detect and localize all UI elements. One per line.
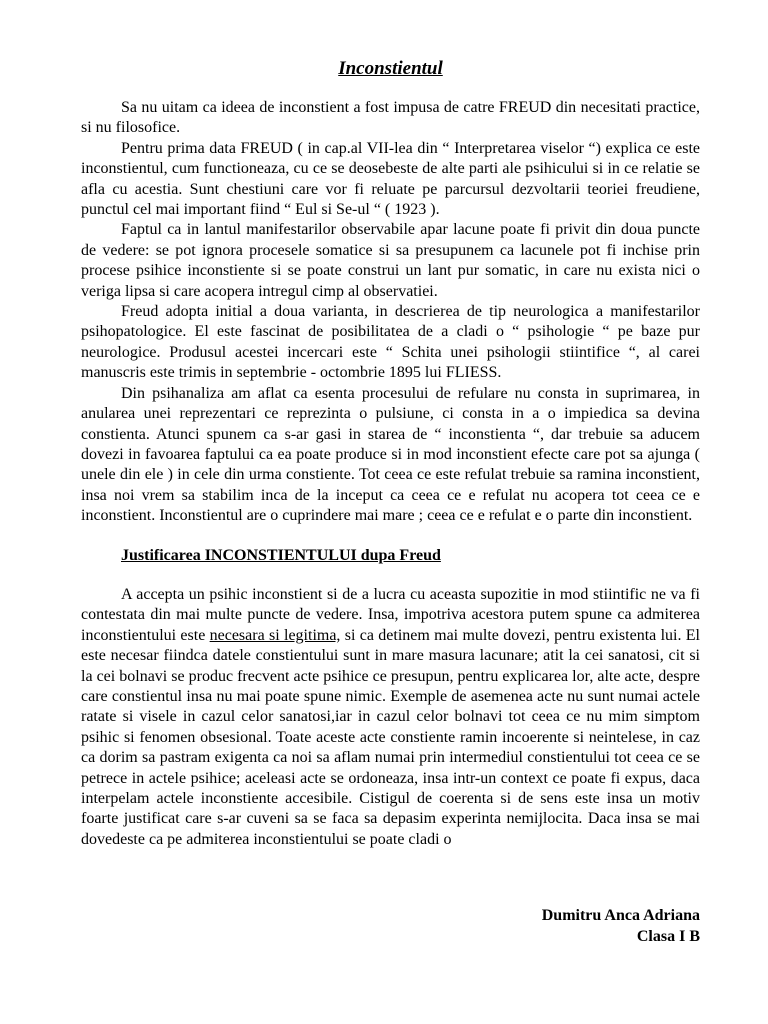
section-paragraph-text-end: si ca detinem mai multe dovezi, pentru existenta lui. El este necesar fiindca datele constientului sunt in mare masura lacunare; atit la cei sanatosi, cit si la cei bolnavi se produc frecvent acte psihice ce presupun, pentru explicarea lor, alte acte, despre care constientul insa nu mai poate spune nimic. Exemple de asemenea acte nu sunt numai actele ratate si visele in cazul celor sanatosi,iar in cazul celor bolnavi tot ceea ce nu mim simptom psihic si fenomen obsesional. Toate aceste acte constiente ramin incoerente si neintelese, in caz ca dorim sa pastram exigenta ca noi sa aflam numai prin intermediul constientului tot ceea ce se petrece in actele psihice; aceleasi acte se ordoneaza, insa intr-un context ce poate fi expus, daca interpelam actele inconstiente accesibile. Cistigul de coerenta si de sens este insa un motiv foarte justificat care s-ar cuveni sa se faca sa depasim experinta nemijlocita. Daca insa se mai dovedeste ca pe admiterea inconstientului se poate cladi o — [81, 626, 700, 848]
paragraph-2: Pentru prima data FREUD ( in cap.al VII-lea din “ Interpretarea viselor “) explica ce este inconstientul, cum functioneaza, cu ce se deosebeste de alte parti ale psihicului si in ce relatie se afla cu acestia. Sunt chestiuni care vor fi reluate pe parcursul dezvoltarii teoriei freudiene, punctul cel mai important fiind “ Eul si Se-ul “ ( 1923 ). — [81, 139, 700, 219]
paragraph-3: Faptul ca in lantul manifestarilor observabile apar lacune poate fi privit din doua puncte de vedere: se pot ignora procesele somatice si sa presupunem ca lacunele pot fi inchise prin procese psihice inconstiente si se poate construi un lant pur somatic, in care nu exista nici o veriga lipsa si care acopera intregul cimp al observatiei. — [81, 221, 700, 300]
author-name: Dumitru Anca Adriana — [541, 907, 700, 924]
section-heading: Justificarea INCONSTIENTULUI dupa Freud — [121, 546, 441, 564]
signature-block — [542, 905, 700, 947]
paragraph-1: Sa nu uitam ca ideea de inconstient a fost impusa de catre FREUD din necesitati practice, si nu filosofice. — [81, 99, 700, 137]
document-title: Inconstientul — [338, 58, 443, 79]
underlined-phrase: necesara si legitima, — [209, 626, 341, 644]
paragraph-5: Din psihanaliza am aflat ca esenta procesului de refulare nu consta in suprimarea, in anularea unei reprezentari ce reprezinta o pulsiune, ci consta in a o impiedica sa devina constienta. Atunci spunem ca s-ar gasi in starea de “ inconstienta “, dar trebuie sa aducem dovezi in favoarea faptului ca ea poate produce si in mod inconstient efecte care pot sa ajunga ( unele din ele ) in cele din urma constiente. Tot ceea ce este refulat trebuie sa ramina inconstient, insa noi vrem sa stabilim inca de la inceput ca ceea ce e refulat nu acopera tot ceea ce e inconstient. Inconstientul are o cuprindere mai mare ; ceea ce e refulat e o parte din inconstient. — [81, 384, 700, 525]
paragraph-4: Freud adopta initial a doua varianta, in descrierea de tip neurologica a manifestarilor psihopatologice. El este fascinat de posibilitatea de a cladi o “ psihologie “ pe baze pur neurologice. Produsul acestei incercari este “ Schita unei psihologii stiintifice “, al carei manuscris este trimis in septembrie - octombrie 1895 lui FLIESS. — [81, 303, 700, 382]
section-paragraph — [81, 585, 700, 850]
author-class: Clasa I B — [636, 928, 700, 945]
document-page — [81, 56, 700, 850]
section-paragraph-text-start: A accepta un psihic inconstient si de a lucra cu aceasta supozitie in mod stiintific ne va fi contestata din mai multe puncte de vedere. Insa, impotriva acestora putem spune ca admiterea inconstientului este — [81, 585, 700, 644]
